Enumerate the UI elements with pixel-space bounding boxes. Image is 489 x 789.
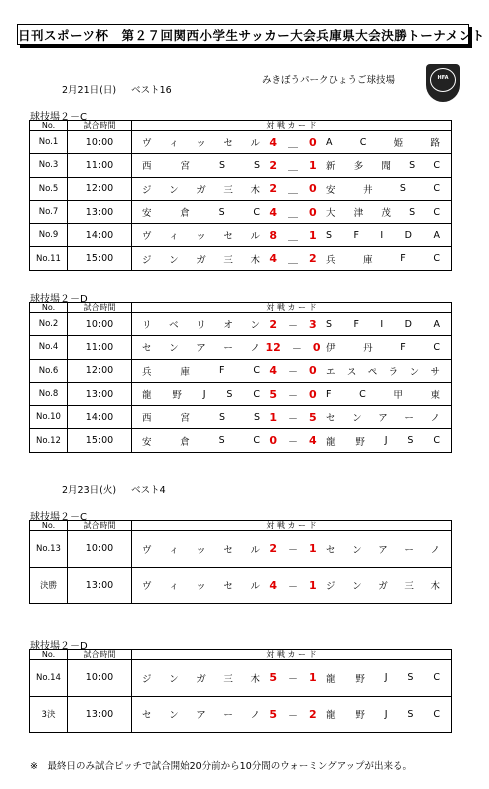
header-card: 対 戦 カ ー ド xyxy=(132,303,452,313)
score-separator: － xyxy=(288,710,298,722)
away-team: 龍 野 J S C xyxy=(326,435,440,448)
home-team: 兵 庫 F C xyxy=(142,365,260,378)
field-label: 球技場２－D xyxy=(30,641,88,652)
score-separator: － xyxy=(288,413,298,425)
home-score: 5 xyxy=(269,707,277,721)
home-score: 2 xyxy=(269,158,277,172)
header-time: 試合時間 xyxy=(68,303,132,313)
home-team: 龍 野 J S C xyxy=(142,388,260,402)
match-table xyxy=(29,302,452,453)
table-row xyxy=(30,429,452,452)
home-score: 8 xyxy=(269,228,277,242)
match-card xyxy=(132,660,452,697)
away-team: 兵 庫 F C xyxy=(326,253,440,266)
home-score: 2 xyxy=(269,317,277,331)
kickoff-time: 11:00 xyxy=(68,154,132,177)
away-team: エ ス ペ ラ ン サ xyxy=(326,366,440,378)
away-score: 1 xyxy=(309,228,317,242)
match-table xyxy=(29,649,452,733)
header-no: No. xyxy=(30,650,68,660)
day2-date: 2月23日(火) xyxy=(62,485,117,496)
kickoff-time: 11:00 xyxy=(68,336,132,359)
home-team: ヴ ィ ッ セ ル xyxy=(142,138,260,150)
away-score: 1 xyxy=(309,671,317,685)
home-score: 4 xyxy=(269,135,277,149)
away-team: 安 井 S C xyxy=(326,183,440,196)
table-header xyxy=(30,303,452,313)
score-separator: － xyxy=(288,581,298,593)
score-separator: ＿ xyxy=(288,231,298,243)
home-score: 1 xyxy=(269,410,277,424)
score xyxy=(260,383,326,405)
day1-heading xyxy=(62,82,172,96)
day2-round: ベスト4 xyxy=(131,485,166,496)
away-score: 5 xyxy=(309,410,317,424)
kickoff-time: 10:00 xyxy=(68,531,132,568)
score xyxy=(260,697,326,733)
match-table xyxy=(29,520,452,604)
home-score: 4 xyxy=(269,205,277,219)
table-row xyxy=(30,224,452,247)
field-label: 球技場２－C xyxy=(30,112,87,123)
score xyxy=(260,313,326,335)
table-row xyxy=(30,131,452,154)
score-separator: ＿ xyxy=(288,208,298,220)
home-team: ジ ン ガ 三 木 xyxy=(142,254,260,266)
match-card xyxy=(132,177,452,200)
away-team: 大 津 茂 S C xyxy=(326,206,440,220)
score xyxy=(260,201,326,223)
match-number: No.4 xyxy=(30,336,68,359)
kickoff-time: 10:00 xyxy=(68,131,132,154)
away-score: 0 xyxy=(309,205,317,219)
score xyxy=(260,336,326,358)
match-card xyxy=(132,696,452,733)
table-header xyxy=(30,650,452,660)
away-score: 2 xyxy=(309,252,317,266)
home-team: ヴ ィ ッ セ ル xyxy=(142,581,260,593)
score-separator: ＿ xyxy=(288,255,298,267)
score xyxy=(260,406,326,428)
match-card xyxy=(132,406,452,429)
header-card: 対 戦 カ ー ド xyxy=(132,650,452,660)
home-score: 2 xyxy=(269,542,277,556)
away-team: セ ン ア ー ノ xyxy=(326,413,440,425)
kickoff-time: 12:00 xyxy=(68,359,132,382)
score-separator: ＿ xyxy=(288,138,298,150)
kickoff-time: 10:00 xyxy=(68,660,132,697)
table-row xyxy=(30,359,452,382)
home-score: 4 xyxy=(269,252,277,266)
kickoff-time: 13:00 xyxy=(68,567,132,604)
kickoff-time: 13:00 xyxy=(68,382,132,405)
table-row xyxy=(30,154,452,177)
score-separator: － xyxy=(288,437,298,449)
day1-round: ベスト16 xyxy=(131,85,172,96)
home-score: 0 xyxy=(269,434,277,448)
header-no: No. xyxy=(30,521,68,531)
match-card xyxy=(132,382,452,405)
match-number: No.8 xyxy=(30,382,68,405)
score xyxy=(260,154,326,176)
kickoff-time: 14:00 xyxy=(68,406,132,429)
away-team: 新 多 聞 S C xyxy=(326,159,440,173)
home-score: 12 xyxy=(265,340,281,354)
kickoff-time: 14:00 xyxy=(68,224,132,247)
table-row xyxy=(30,313,452,336)
score xyxy=(260,247,326,269)
away-team: S F I D A xyxy=(326,229,440,241)
away-team: S F I D A xyxy=(326,318,440,330)
score xyxy=(260,568,326,604)
header-card: 対 戦 カ ー ド xyxy=(132,121,452,131)
match-number: No.1 xyxy=(30,131,68,154)
table-row xyxy=(30,406,452,429)
away-score: 0 xyxy=(309,387,317,401)
match-card xyxy=(132,224,452,247)
kickoff-time: 10:00 xyxy=(68,313,132,336)
kickoff-time: 15:00 xyxy=(68,429,132,452)
away-score: 3 xyxy=(309,317,317,331)
home-team: 安 倉 S C xyxy=(142,206,260,220)
match-number: No.3 xyxy=(30,154,68,177)
match-number: 決勝 xyxy=(30,567,68,604)
home-team: 西 宮 S S xyxy=(142,159,260,173)
header-no: No. xyxy=(30,121,68,131)
kickoff-time: 15:00 xyxy=(68,247,132,270)
table-row xyxy=(30,660,452,697)
table-row xyxy=(30,567,452,604)
score-separator: － xyxy=(288,545,298,557)
table-header xyxy=(30,521,452,531)
kickoff-time: 13:00 xyxy=(68,200,132,223)
match-card xyxy=(132,567,452,604)
home-score: 4 xyxy=(269,578,277,592)
home-team: ヴ ィ ッ セ ル xyxy=(142,544,260,556)
header-time: 試合時間 xyxy=(68,521,132,531)
match-number: No.5 xyxy=(30,177,68,200)
home-team: セ ン ア ー ノ xyxy=(142,710,260,722)
table-row xyxy=(30,200,452,223)
home-score: 4 xyxy=(269,364,277,378)
header-card: 対 戦 カ ー ド xyxy=(132,521,452,531)
match-number: No.11 xyxy=(30,247,68,270)
home-score: 5 xyxy=(269,387,277,401)
match-number: No.6 xyxy=(30,359,68,382)
away-score: 1 xyxy=(309,158,317,172)
match-card xyxy=(132,313,452,336)
score xyxy=(260,360,326,382)
score-separator: ＿ xyxy=(288,161,298,173)
away-team: セ ン ア ー ノ xyxy=(326,544,440,556)
table-row xyxy=(30,336,452,359)
home-team: 西 宮 S S xyxy=(142,411,260,425)
match-number: No.12 xyxy=(30,429,68,452)
table-row xyxy=(30,531,452,568)
away-team: A C 姫 路 xyxy=(326,136,440,150)
home-score: 2 xyxy=(269,182,277,196)
away-score: 0 xyxy=(312,340,321,354)
score xyxy=(260,178,326,200)
match-card xyxy=(132,131,452,154)
home-team: ジ ン ガ 三 木 xyxy=(142,673,260,685)
match-card xyxy=(132,247,452,270)
home-team: リ ベ リ オ ン xyxy=(142,320,260,332)
match-number: No.7 xyxy=(30,200,68,223)
match-card xyxy=(132,336,452,359)
match-card xyxy=(132,429,452,452)
away-score: 4 xyxy=(309,434,317,448)
home-team: ジ ン ガ 三 木 xyxy=(142,184,260,196)
away-team: 龍 野 J S C xyxy=(326,672,440,685)
score-separator: － xyxy=(291,343,302,355)
page-title: 日刊スポーツ杯 第２７回関西小学生サッカー大会兵庫県大会決勝トーナメント xyxy=(17,24,469,45)
score xyxy=(260,531,326,567)
match-number: No.10 xyxy=(30,406,68,429)
match-number: No.2 xyxy=(30,313,68,336)
away-team: 龍 野 J S C xyxy=(326,708,440,722)
score xyxy=(260,429,326,451)
day2-heading xyxy=(62,482,166,496)
away-score: 0 xyxy=(309,182,317,196)
header-time: 試合時間 xyxy=(68,121,132,131)
field-label: 球技場２－D xyxy=(30,294,88,305)
match-number: 3決 xyxy=(30,696,68,733)
match-card xyxy=(132,154,452,177)
score xyxy=(260,660,326,696)
table-header xyxy=(30,121,452,131)
match-number: No.14 xyxy=(30,660,68,697)
away-team: 伊 丹 F C xyxy=(326,341,440,355)
table-row xyxy=(30,177,452,200)
score-separator: － xyxy=(288,674,298,686)
table-row xyxy=(30,247,452,270)
score-separator: － xyxy=(288,367,298,379)
venue-name: みきぼうパークひょうご球技場 xyxy=(262,75,396,86)
away-score: 2 xyxy=(309,707,317,721)
score-separator: － xyxy=(288,320,298,332)
away-team: ジ ン ガ 三 木 xyxy=(326,581,440,593)
match-number: No.9 xyxy=(30,224,68,247)
match-table xyxy=(29,120,452,271)
score xyxy=(260,131,326,153)
score-separator: ＿ xyxy=(288,185,298,197)
match-card xyxy=(132,531,452,568)
match-card xyxy=(132,359,452,382)
home-team: 安 倉 S C xyxy=(142,435,260,448)
field-label: 球技場２－C xyxy=(30,512,87,523)
away-score: 0 xyxy=(309,364,317,378)
header-time: 試合時間 xyxy=(68,650,132,660)
match-card xyxy=(132,200,452,223)
match-number: No.13 xyxy=(30,531,68,568)
day1-date: 2月21日(日) xyxy=(62,85,117,96)
away-score: 1 xyxy=(309,542,317,556)
association-logo-icon: HFA xyxy=(426,64,460,102)
score-separator: － xyxy=(288,390,298,402)
header-no: No. xyxy=(30,303,68,313)
away-score: 0 xyxy=(309,135,317,149)
home-team: セ ン ア ー ノ xyxy=(142,343,260,355)
score xyxy=(260,224,326,246)
away-team: F C 甲 東 xyxy=(326,388,440,402)
kickoff-time: 13:00 xyxy=(68,696,132,733)
away-score: 1 xyxy=(309,578,317,592)
home-score: 5 xyxy=(269,671,277,685)
kickoff-time: 12:00 xyxy=(68,177,132,200)
home-team: ヴ ィ ッ セ ル xyxy=(142,231,260,243)
table-row xyxy=(30,382,452,405)
footnote: ※ 最終日のみ試合ピッチで試合開始20分前から10分間のウォーミングアップが出来る。 xyxy=(30,761,413,772)
table-row xyxy=(30,696,452,733)
